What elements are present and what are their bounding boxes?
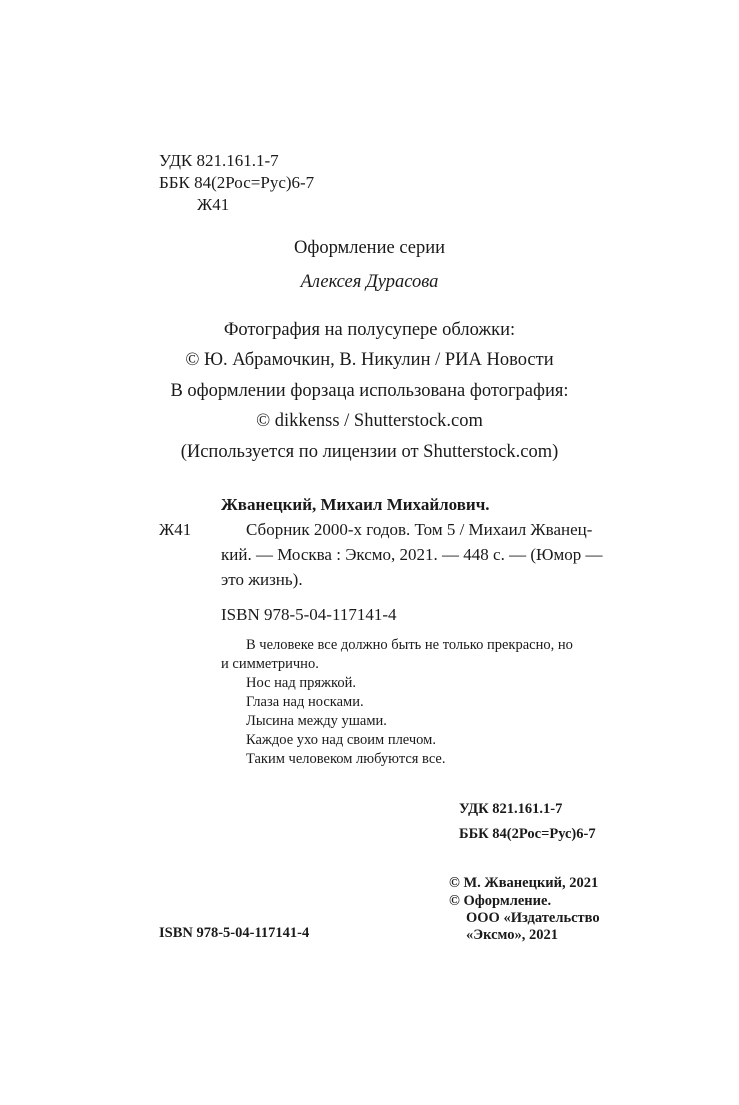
credit-line: © Ю. Абрамочкин, В. Никулин / РИА Новости (185, 350, 554, 370)
annotation-line: Каждое ухо над своим плечом. (246, 732, 436, 748)
bibliography-description-line: это жизнь). (221, 570, 303, 589)
author-mark: Ж41 (197, 195, 230, 214)
annotation-line: В человеке все должно быть не только прекрасно, но (246, 637, 573, 653)
annotation-line: Лысина между ушами. (246, 713, 387, 729)
series-design-label: Оформление серии (293, 238, 446, 258)
annotation-line: Таким человеком любуются все. (246, 751, 446, 767)
footer-bbk-code: ББК 84(2Рос=Рус)6-7 (459, 826, 596, 842)
copyright-line: © Оформление. (449, 893, 552, 909)
series-designer-name: Алексея Дурасова (300, 272, 439, 292)
bibliography-isbn: ISBN 978-5-04-117141-4 (221, 605, 397, 624)
credit-line: © dikkenss / Shutterstock.com (256, 411, 483, 431)
udk-code: УДК 821.161.1-7 (159, 151, 279, 170)
credit-line: Фотография на полусупере обложки: (223, 320, 516, 340)
copyright-line: © М. Жванецкий, 2021 (449, 875, 599, 891)
footer-isbn: ISBN 978-5-04-117141-4 (159, 925, 310, 941)
credit-line: (Используется по лицензии от Shutterstock.com) (180, 442, 559, 462)
bibliography-description-line: Сборник 2000-х годов. Том 5 / Михаил Жванец- (246, 520, 593, 539)
annotation-line: Глаза над носками. (246, 694, 364, 710)
annotation-line: и симметрично. (221, 656, 319, 672)
bibliography-author-heading: Жванецкий, Михаил Михайлович. (221, 495, 490, 514)
bibliography-description-line: кий. — Москва : Эксмо, 2021. — 448 с. — (Юмор — (221, 545, 603, 564)
credit-line: В оформлении форзаца использована фотография: (170, 381, 569, 401)
footer-udk-code: УДК 821.161.1-7 (459, 801, 563, 817)
copyright-line: «Эксмо», 2021 (466, 927, 558, 943)
annotation-line: Нос над пряжкой. (246, 675, 356, 691)
copyright-line: ООО «Издательство (466, 910, 600, 926)
bibliography-mark: Ж41 (159, 520, 192, 539)
bbk-code: ББК 84(2Рос=Рус)6-7 (159, 173, 315, 192)
